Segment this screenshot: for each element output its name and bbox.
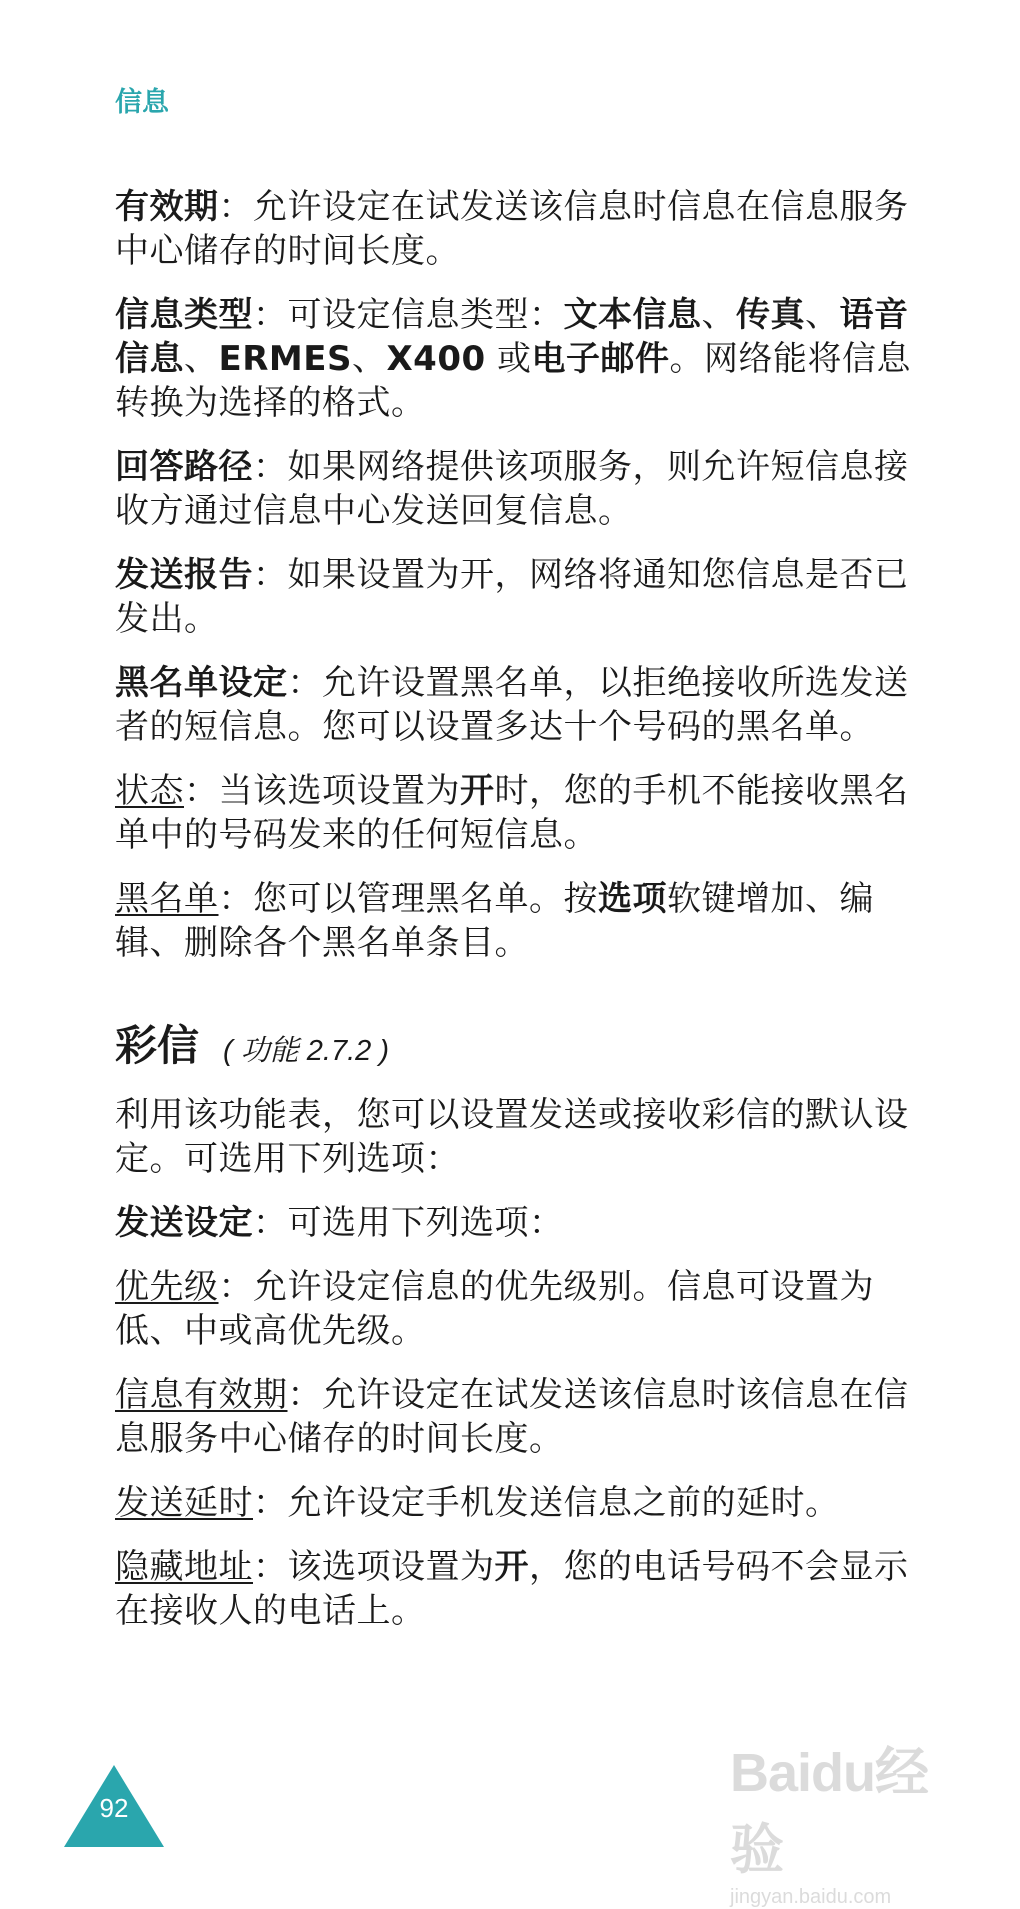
option-x400: X400 — [386, 339, 486, 379]
term-separator: ： — [218, 879, 253, 919]
keyword-options: 选项 — [598, 879, 667, 919]
definition-end: 软键增加、编辑、删除各个黑名单条目。 — [115, 879, 874, 963]
page-content — [115, 185, 915, 1653]
paragraph-validity — [115, 185, 915, 273]
term: 发送设定 — [115, 1203, 253, 1243]
definition: 允许设置黑名单，以拒绝接收所选发送者的短信息。您可以设置多达十个号码的黑名单。 — [115, 663, 909, 747]
option-fax: 传真 — [736, 295, 805, 335]
definition: 允许设定手机发送信息之前的延时。 — [287, 1483, 840, 1523]
term: 黑名单设定 — [115, 663, 288, 703]
term: 发送报告 — [115, 555, 253, 595]
term-separator: ： — [253, 1483, 288, 1523]
separator: 或 — [485, 339, 532, 379]
definition: 可设定信息类型： — [287, 295, 564, 335]
paragraph-expiry — [115, 1373, 915, 1461]
term-separator: ： — [184, 771, 219, 811]
term-separator: ： — [287, 1375, 322, 1415]
separator: 、 — [351, 339, 387, 379]
definition: 您可以管理黑名单。按 — [253, 879, 598, 919]
term-separator: ： — [253, 1547, 288, 1587]
paragraph-status — [115, 769, 915, 857]
option-email: 电子邮件 — [531, 339, 670, 379]
paragraph-reply-path — [115, 445, 915, 533]
paragraph-send-settings — [115, 1201, 915, 1245]
term: 有效期 — [115, 187, 219, 227]
paragraph-message-type — [115, 293, 915, 425]
definition: 当该选项设置为 — [218, 771, 460, 811]
term: 优先级 — [115, 1267, 219, 1307]
definition: 如果设置为开，网络将通知您信息是否已发出。 — [115, 555, 909, 639]
term-separator: ： — [287, 663, 322, 703]
running-header: 信息 — [115, 87, 169, 118]
watermark-url: jingyan.baidu.com — [730, 1886, 892, 1908]
term-separator: ： — [253, 555, 288, 595]
section-number: ( 功能 2.7.2 ) — [223, 1035, 390, 1067]
paragraph-delivery-report — [115, 553, 915, 641]
term: 黑名单 — [115, 879, 219, 919]
term-separator: ： — [253, 447, 288, 487]
watermark-logo: Baidu经验 — [730, 1743, 929, 1880]
separator: 、 — [184, 339, 219, 379]
term: 信息类型 — [115, 295, 253, 335]
term: 隐藏地址 — [115, 1547, 253, 1587]
paragraph-mms-intro: 利用该功能表，您可以设置发送或接收彩信的默认设定。可选用下列选项： — [115, 1095, 909, 1179]
separator: 、 — [805, 295, 840, 335]
option-voice: 语音信息 — [115, 295, 909, 379]
section-title: 彩信 — [115, 1021, 200, 1070]
term: 状态 — [115, 771, 184, 811]
term-separator: ： — [253, 295, 288, 335]
definition-end: ，您的电话号码不会显示在接收人的电话上。 — [115, 1547, 909, 1631]
term: 信息有效期 — [115, 1375, 288, 1415]
term-separator: ： — [218, 187, 253, 227]
definition: 允许设定在试发送该信息时该信息在信息服务中心储存的时间长度。 — [115, 1375, 909, 1459]
definition-end: 。网络能将信息转换为选择的格式。 — [115, 339, 911, 423]
definition: 允许设定信息的优先级别。信息可设置为低、中或高优先级。 — [115, 1267, 874, 1351]
term: 回答路径 — [115, 447, 253, 487]
term: 发送延时 — [115, 1483, 253, 1523]
term-separator: ： — [218, 1267, 253, 1307]
paragraph-blacklist-setting — [115, 661, 915, 749]
term-separator: ： — [253, 1203, 288, 1243]
section-heading-mms — [115, 1013, 915, 1073]
option-text: 文本信息 — [563, 295, 702, 335]
paragraph-send-delay — [115, 1481, 915, 1525]
definition: 该选项设置为 — [287, 1547, 495, 1587]
page-number: 92 — [99, 1793, 129, 1823]
keyword-on: 开 — [494, 1547, 529, 1587]
definition-end: 时，您的手机不能接收黑名单中的号码发来的任何短信息。 — [115, 771, 909, 855]
separator: 、 — [701, 295, 736, 335]
definition: 允许设定在试发送该信息时信息在信息服务中心储存的时间长度。 — [115, 187, 909, 271]
paragraph-priority — [115, 1265, 915, 1353]
paragraph-hide-address — [115, 1545, 915, 1633]
keyword-on: 开 — [460, 771, 495, 811]
paragraph-blacklist — [115, 877, 915, 965]
baidu-jingyan-watermark — [730, 1730, 970, 1908]
option-ermes: ERMES — [218, 339, 352, 379]
definition: 如果网络提供该项服务，则允许短信息接收方通过信息中心发送回复信息。 — [115, 447, 909, 531]
definition: 可选用下列选项： — [287, 1203, 564, 1243]
